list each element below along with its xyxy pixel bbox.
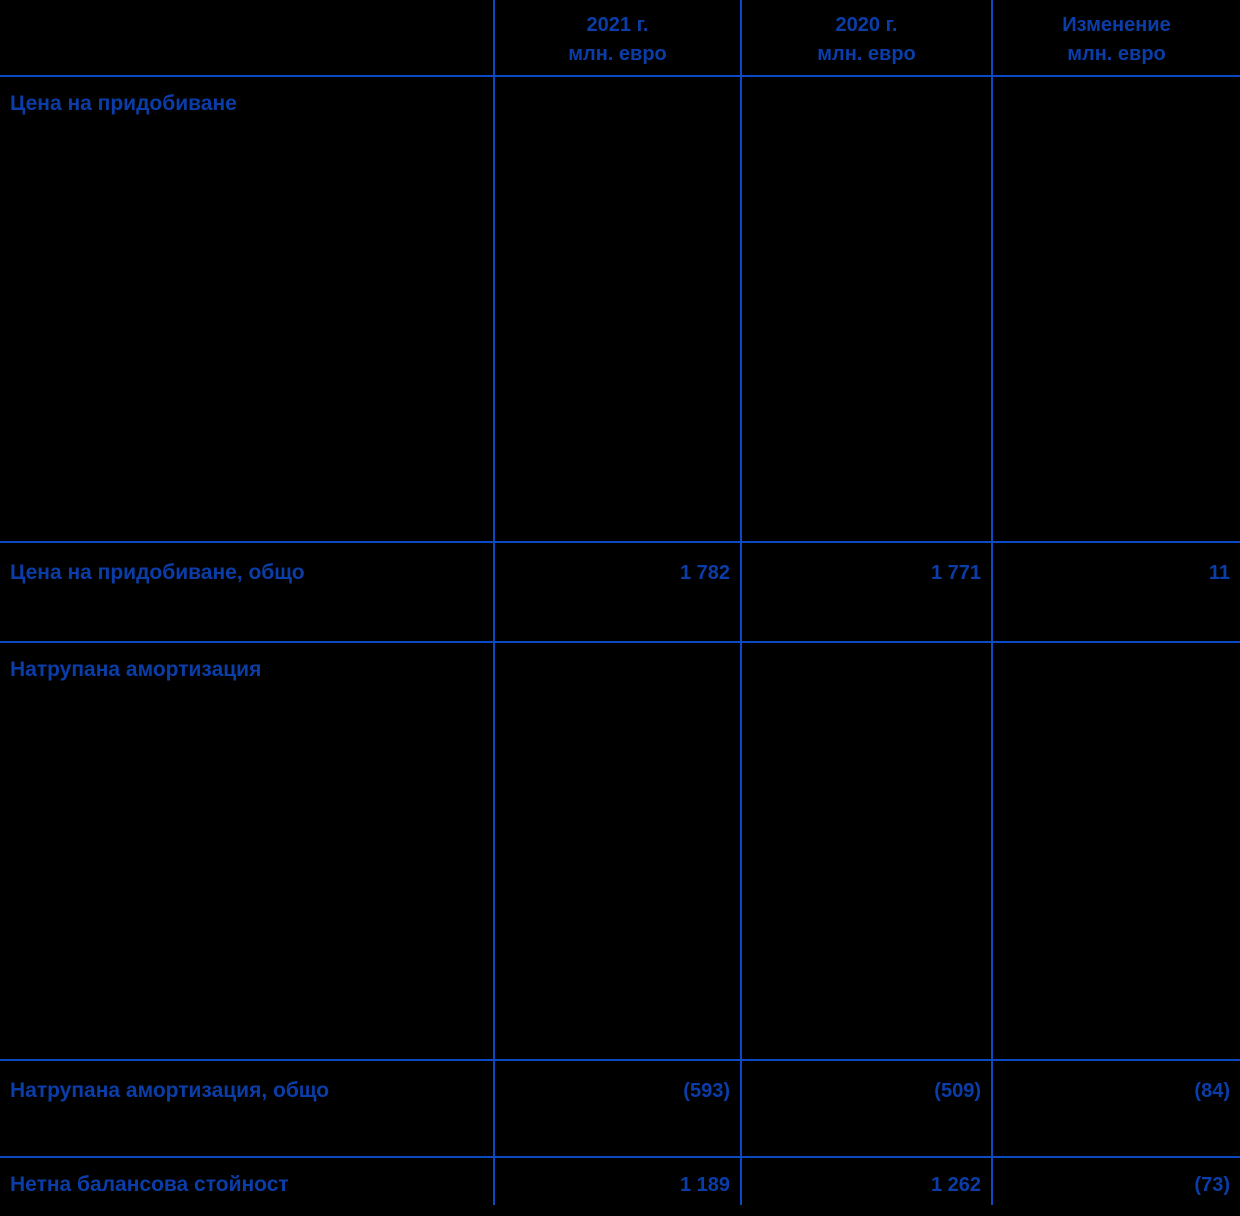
table-header-row xyxy=(0,0,1240,77)
empty-cell xyxy=(742,77,993,541)
row-label: Натрупана амортизация xyxy=(0,643,495,1059)
value-2021: 1 782 xyxy=(495,543,742,641)
empty-cell xyxy=(495,77,742,541)
value-change: (73) xyxy=(1194,1174,1230,1196)
table-row-net-book-value xyxy=(0,1158,1240,1205)
table-row-section-accumulated-depreciation xyxy=(0,643,1240,1061)
table-row-section-acquisition-cost xyxy=(0,77,1240,543)
bottom-spacer xyxy=(0,1205,1240,1216)
value-change: (84) xyxy=(1194,1080,1230,1102)
value-2021: 1 189 xyxy=(495,1158,742,1205)
header-col-2021 xyxy=(495,0,742,75)
value-2021: (593) xyxy=(495,1061,742,1156)
header-2021-year: 2021 г. xyxy=(586,14,649,36)
header-col-change xyxy=(993,0,1240,75)
header-2020-year: 2020 г. xyxy=(835,14,898,36)
row-label: Цена на придобиване xyxy=(0,77,495,541)
value-2020: 1 262 xyxy=(742,1158,993,1205)
empty-cell xyxy=(993,643,1240,1059)
header-change-unit: млн. евро xyxy=(1067,43,1166,65)
header-change-label: Изменение xyxy=(1062,14,1171,36)
header-empty-cell xyxy=(0,0,495,75)
header-2021-unit: млн. евро xyxy=(568,43,667,65)
empty-cell xyxy=(993,77,1240,541)
value-2020: 1 771 xyxy=(742,543,993,641)
header-col-2020 xyxy=(742,0,993,75)
empty-cell xyxy=(742,643,993,1059)
value-2020: (509) xyxy=(742,1061,993,1156)
row-label: Нетна балансова стойност xyxy=(0,1158,495,1205)
table-row-acquisition-cost-total xyxy=(0,543,1240,643)
value-change: 11 xyxy=(1208,562,1230,584)
table-row-accumulated-depreciation-total xyxy=(0,1061,1240,1158)
header-2020-unit: млн. евро xyxy=(817,43,916,65)
row-label: Цена на придобиване, общо xyxy=(0,543,495,641)
row-label: Натрупана амортизация, общо xyxy=(0,1061,495,1156)
empty-cell xyxy=(495,643,742,1059)
